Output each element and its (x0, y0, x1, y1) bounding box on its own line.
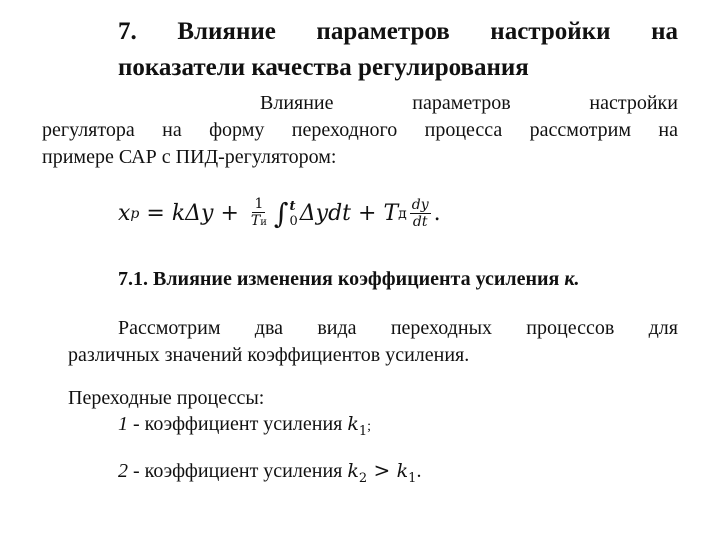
item2-k1 (396, 460, 417, 486)
formula-integral (274, 197, 298, 230)
transitions-label: Переходные процессы: (68, 387, 265, 409)
slide-title-line2: показатели качества регулирования (118, 54, 529, 81)
pid-formula (118, 196, 441, 231)
frac1-denominator (249, 213, 269, 231)
title-word: 7. (118, 18, 137, 45)
item2-k-letter: k (347, 460, 359, 482)
para-word: вида (317, 317, 357, 339)
title-word: на (651, 18, 678, 45)
formula-td: T (383, 201, 399, 226)
frac1-den-t: T (250, 213, 261, 229)
integral-upper: t (289, 198, 296, 214)
formula-td-sub: д (398, 205, 407, 222)
item2-end: . (416, 460, 422, 482)
para-word: процессов (526, 317, 615, 339)
item2-text: - коэффициент усиления (128, 460, 348, 482)
intro-word: параметров (412, 92, 511, 114)
frac2-denominator: dt (412, 214, 428, 230)
formula-lhs: x (118, 201, 131, 226)
formula-frac1 (249, 196, 269, 231)
item1-number: 1 (118, 413, 128, 435)
para-word: два (254, 317, 284, 339)
formula-end: . (433, 201, 441, 226)
item2-k1-letter: k (396, 460, 409, 482)
section-heading-text: 7.1. Влияние изменения коэффициента усиления (118, 268, 565, 290)
intro-line2: регулятора на форму переходного процесса рассмотрим на (42, 119, 678, 141)
integral-limits (290, 199, 298, 229)
integral-sign: ∫ (273, 197, 289, 230)
item1-text: - коэффициент усиления (128, 413, 348, 435)
section-para-line2: различных значений коэффициентов усиления. (68, 344, 470, 366)
formula-lhs-sub: p (130, 205, 140, 222)
formula-eq: = (139, 201, 172, 226)
slide-title (118, 14, 678, 86)
intro-word: Влияние (260, 92, 334, 114)
item1-end: ; (367, 419, 372, 434)
title-word: Влияние (177, 18, 276, 45)
transition-item-1 (118, 413, 371, 439)
title-word: параметров (316, 18, 450, 45)
intro-word: настройки (589, 92, 678, 114)
section-para-line1 (118, 315, 678, 342)
transition-item-2 (118, 458, 421, 486)
para-word: переходных (390, 317, 492, 339)
frac1-den-sub: и (260, 217, 267, 228)
title-word: настройки (490, 18, 611, 45)
intro-line3: примере САР с ПИД-регулятором: (42, 146, 337, 168)
formula-frac2 (410, 197, 431, 230)
item2-k1-sub: 1 (408, 471, 417, 486)
frac2-numerator: dy (411, 197, 429, 213)
frac1-numerator: 1 (254, 196, 264, 212)
item2-k (347, 460, 368, 486)
intro-line1 (260, 90, 678, 117)
para-word: Рассмотрим (118, 317, 221, 339)
item1-k-sub: 1 (358, 424, 368, 439)
item2-gt: > (367, 458, 397, 482)
formula-term1: kΔy + (171, 201, 246, 226)
item2-k-sub: 2 (358, 471, 368, 486)
item2-number: 2 (118, 460, 128, 482)
section-heading (118, 268, 580, 291)
item1-k-letter: k (347, 413, 359, 435)
para-word: для (648, 317, 678, 339)
slide-title-line1 (118, 14, 678, 50)
section-heading-k: к. (564, 268, 580, 290)
integral-lower: 0 (289, 213, 298, 229)
item1-k (347, 413, 368, 439)
formula-integrand: Δydt + (299, 201, 384, 226)
